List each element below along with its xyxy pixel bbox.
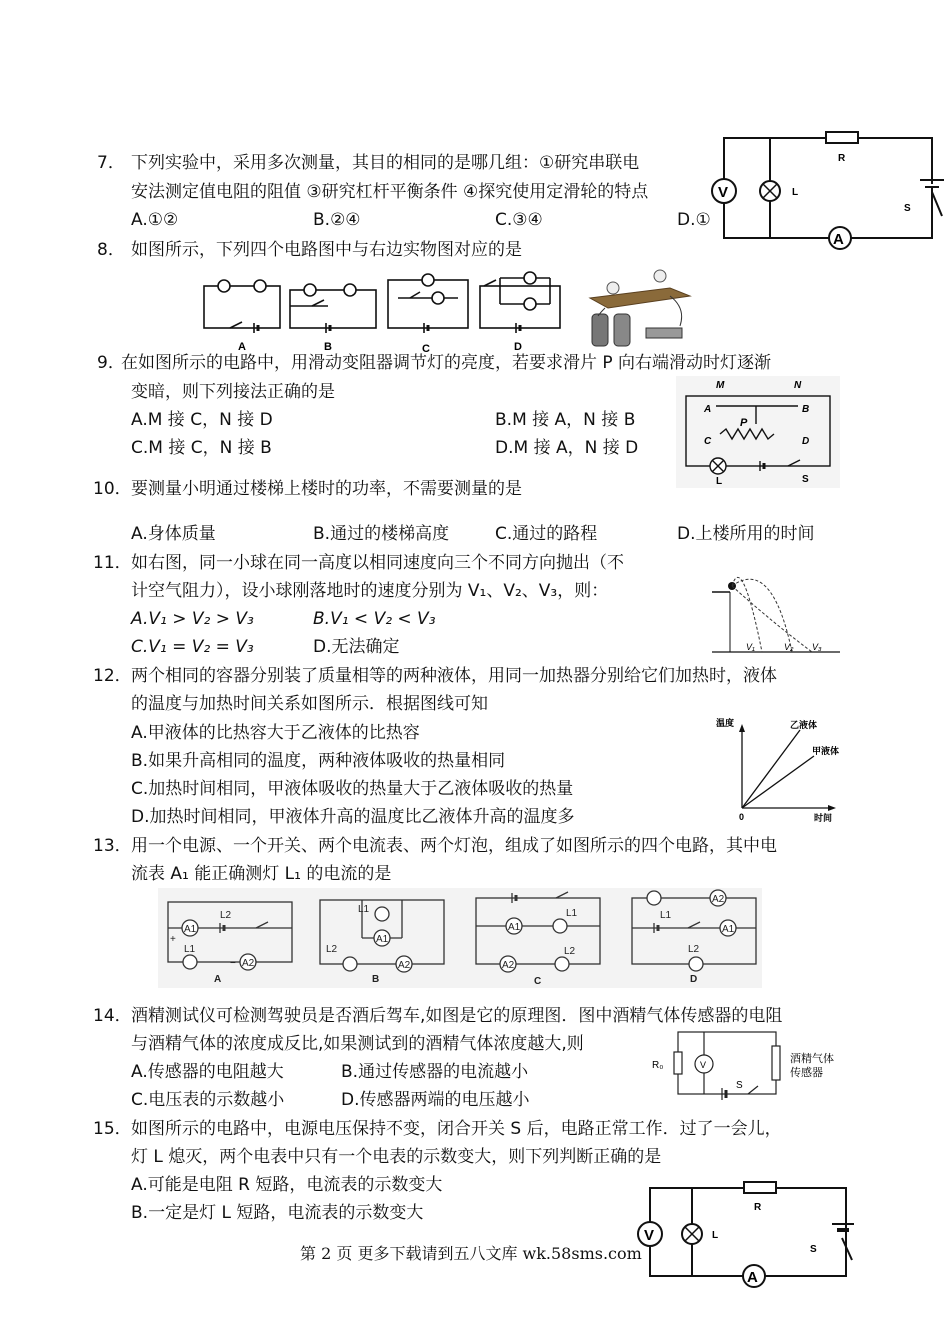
page-footer: 第 2 页 更多下载请到五八文库 wk.58sms.com xyxy=(300,1244,642,1263)
q13-label-a: A xyxy=(214,974,222,985)
q12-number: 12． xyxy=(93,666,132,686)
q14-alcohol-sensor-circuit xyxy=(650,1026,846,1110)
q11-option-d: D.无法确定 xyxy=(313,637,400,657)
q9-label-b: B xyxy=(802,404,810,415)
q10-number: 10． xyxy=(93,479,132,499)
q8-circuit-b xyxy=(290,284,376,333)
q8-label-c: C xyxy=(422,343,430,355)
q13c-a2: A2 xyxy=(502,960,515,971)
q12-option-a: A.甲液体的比热容大于乙液体的比热容 xyxy=(131,723,420,743)
q11-label-v1: V₁ xyxy=(746,642,755,652)
q8-label-a: A xyxy=(238,341,246,353)
q9-option-d: D.M 接 A，N 接 D xyxy=(495,438,639,458)
lamp-label: L xyxy=(792,187,799,198)
q9-label-s: S xyxy=(802,474,809,485)
q8-circuit-options xyxy=(200,268,695,358)
q13-label-c: C xyxy=(534,976,542,987)
q12-text-line2: 的温度与加热时间关系如图所示．根据图线可知 xyxy=(131,694,488,714)
q9-text-line1: 在如图所示的电路中，用滑动变阻器调节灯的亮度，若要求滑片 P 向右端滑动时灯逐渐 xyxy=(121,353,772,373)
q9-label-n: N xyxy=(794,380,802,391)
q15-text-line1: 如图所示的电路中，电源电压保持不变，闭合开关 S 后，电路正常工作．过了一会儿， xyxy=(131,1119,782,1139)
q13b-a1: A1 xyxy=(376,934,389,945)
q9-number: 9． xyxy=(97,353,125,373)
q14-option-d: D.传感器两端的电压越小 xyxy=(341,1090,530,1110)
q15-option-b: B.一定是灯 L 短路，电流表的示数变大 xyxy=(131,1203,424,1223)
q8-text-line1: 如图所示，下列四个电路图中与右边实物图对应的是 xyxy=(131,240,522,260)
q9-label-m: M xyxy=(716,380,725,391)
q14-label-r0: R₀ xyxy=(652,1060,664,1071)
q7-option-b: B.②④ xyxy=(313,210,361,230)
q13d-l1: L1 xyxy=(660,910,672,921)
q12-option-b: B.如果升高相同的温度，两种液体吸收的热量相同 xyxy=(131,751,506,771)
q15-switch-label: S xyxy=(810,1244,817,1255)
switch-label: S xyxy=(904,203,911,214)
q9-label-l: L xyxy=(716,476,723,487)
q13d-a2: A2 xyxy=(712,894,725,905)
q13-number: 13． xyxy=(93,836,132,856)
line-jia-liquid xyxy=(742,756,814,808)
graph-origin: 0 xyxy=(739,812,745,822)
q7-option-a: A.①② xyxy=(131,210,179,230)
q15-lamp-label: L xyxy=(712,1230,719,1241)
q11-text-line2: 计空气阻力），设小球刚落地时的速度分别为 V₁、V₂、V₃，则： xyxy=(131,581,609,601)
q8-label-b: B xyxy=(324,341,332,353)
q9-option-b: B.M 接 A，N 接 B xyxy=(495,410,636,430)
q9-label-a: A xyxy=(704,404,712,415)
q14-option-a: A.传感器的电阻越大 xyxy=(131,1062,284,1082)
q13a-a2: A2 xyxy=(242,958,255,969)
q10-text-line1: 要测量小明通过楼梯上楼时的功率，不需要测量的是 xyxy=(131,479,522,499)
q7-option-d: D.① xyxy=(677,210,711,230)
q13d-l2: L2 xyxy=(688,944,700,955)
q8-circuit-d xyxy=(480,272,560,333)
q15-voltmeter-label: V xyxy=(644,1227,655,1244)
q14-sensor-label1: 酒精气体 xyxy=(790,1053,834,1065)
voltmeter-label: V xyxy=(718,184,729,201)
q13a-plus: + xyxy=(170,934,176,945)
q14-sensor-label2: 传感器 xyxy=(790,1067,823,1079)
q13-label-b: B xyxy=(372,974,380,985)
q13-circuit-options xyxy=(158,888,762,988)
q10-option-d: D.上楼所用的时间 xyxy=(677,524,815,544)
graph-line1-label: 乙液体 xyxy=(790,720,818,730)
q11-text-line1: 如右图，同一小球在同一高度以相同速度向三个不同方向抛出（不 xyxy=(131,553,624,573)
q13-text-line2: 流表 A₁ 能正确测灯 L₁ 的电流的是 xyxy=(131,864,392,884)
q14-text-line2: 与酒精气体的浓度成反比,如果测试到的酒精气体浓度越大,则 xyxy=(131,1034,584,1054)
q9-text-line2: 变暗，则下列接法正确的是 xyxy=(131,382,335,402)
q9-rheostat-circuit xyxy=(676,376,840,488)
resistor-label: R xyxy=(838,153,846,164)
circuit-diagram-top xyxy=(706,128,946,248)
line-yi-liquid xyxy=(742,730,800,808)
q10-option-a: A.身体质量 xyxy=(131,524,216,544)
q9-label-c: C xyxy=(704,436,712,447)
q8-physical-apparatus xyxy=(590,270,690,346)
q12-option-c: C.加热时间相同，甲液体吸收的热量大于乙液体吸收的热量 xyxy=(131,779,574,799)
q13-label-d: D xyxy=(690,974,698,985)
q13b-a2: A2 xyxy=(398,960,411,971)
q10-option-c: C.通过的路程 xyxy=(495,524,598,544)
q9-option-a: A.M 接 C，N 接 D xyxy=(131,410,273,430)
q13-text-line1: 用一个电源、一个开关、两个电流表、两个灯泡，组成了如图所示的四个电路，其中电 xyxy=(131,836,777,856)
q12-text-line1: 两个相同的容器分别装了质量相等的两种液体，用同一加热器分别给它们加热时，液体 xyxy=(131,666,777,686)
q11-projectile-figure xyxy=(712,562,842,657)
q11-option-b: B.V₁ < V₂ < V₃ xyxy=(313,609,436,629)
q11-number: 11． xyxy=(93,553,132,573)
q12-option-d: D.加热时间相同，甲液体升高的温度比乙液体升高的温度多 xyxy=(131,807,575,827)
q14-label-s: S xyxy=(736,1080,743,1091)
q13b-l1: L1 xyxy=(358,904,370,915)
q9-label-d: D xyxy=(802,436,810,447)
graph-y-label: 温度 xyxy=(716,718,735,728)
q7-text-line2: 安法测定值电阻的阻值 ③研究杠杆平衡条件 ④探究使用定滑轮的特点 xyxy=(131,182,649,202)
q11-option-a: A.V₁ > V₂ > V₃ xyxy=(131,609,254,629)
q13c-a1: A1 xyxy=(508,922,521,933)
q8-label-d: D xyxy=(514,341,522,353)
q10-option-b: B.通过的楼梯高度 xyxy=(313,524,450,544)
q15-ammeter-label: A xyxy=(747,1269,758,1286)
q13a-a1: A1 xyxy=(184,924,197,935)
q14-text-line1: 酒精测试仪可检测驾驶员是否酒后驾车,如图是它的原理图．图中酒精气体传感器的电阻 xyxy=(131,1006,783,1026)
q14-number: 14． xyxy=(93,1006,132,1026)
q15-number: 15． xyxy=(93,1119,132,1139)
q11-label-v3: V₃ xyxy=(812,642,822,652)
q14-option-b: B.通过传感器的电流越小 xyxy=(341,1062,529,1082)
q7-text-line1: 下列实验中，采用多次测量，其目的相同的是哪几组：①研究串联电 xyxy=(131,153,640,173)
q7-option-c: C.③④ xyxy=(495,210,543,230)
q9-option-c: C.M 接 C，N 接 B xyxy=(131,438,272,458)
q15-resistor-label: R xyxy=(754,1202,762,1213)
ammeter-label: A xyxy=(833,231,844,248)
q13c-l1: L1 xyxy=(566,908,578,919)
q15-text-line2: 灯 L 熄灭，两个电表中只有一个电表的示数变大，则下列判断正确的是 xyxy=(131,1147,662,1167)
q8-circuit-a xyxy=(204,280,280,333)
q15-option-a: A.可能是电阻 R 短路，电流表的示数变大 xyxy=(131,1175,443,1195)
q13a-l1: L1 xyxy=(184,944,196,955)
q13c-l2: L2 xyxy=(564,946,576,957)
q15-circuit-diagram xyxy=(634,1176,854,1286)
q8-circuit-c xyxy=(388,274,468,333)
q14-label-v: V xyxy=(700,1060,707,1070)
q13a-l2: L2 xyxy=(220,910,232,921)
graph-line2-label: 甲液体 xyxy=(812,746,840,756)
q13b-l2: L2 xyxy=(326,944,338,955)
q7-number: 7． xyxy=(97,153,125,173)
q13a-minus: − xyxy=(230,958,236,969)
q9-label-p: P xyxy=(740,417,748,429)
q13d-a1: A1 xyxy=(722,924,735,935)
q11-option-c: C.V₁ = V₂ = V₃ xyxy=(131,637,254,657)
q8-number: 8． xyxy=(97,240,125,260)
graph-x-label: 时间 xyxy=(814,813,833,823)
q14-option-c: C.电压表的示数越小 xyxy=(131,1090,285,1110)
q12-temperature-graph xyxy=(714,712,848,824)
q11-label-v2: V₂ xyxy=(784,642,794,652)
